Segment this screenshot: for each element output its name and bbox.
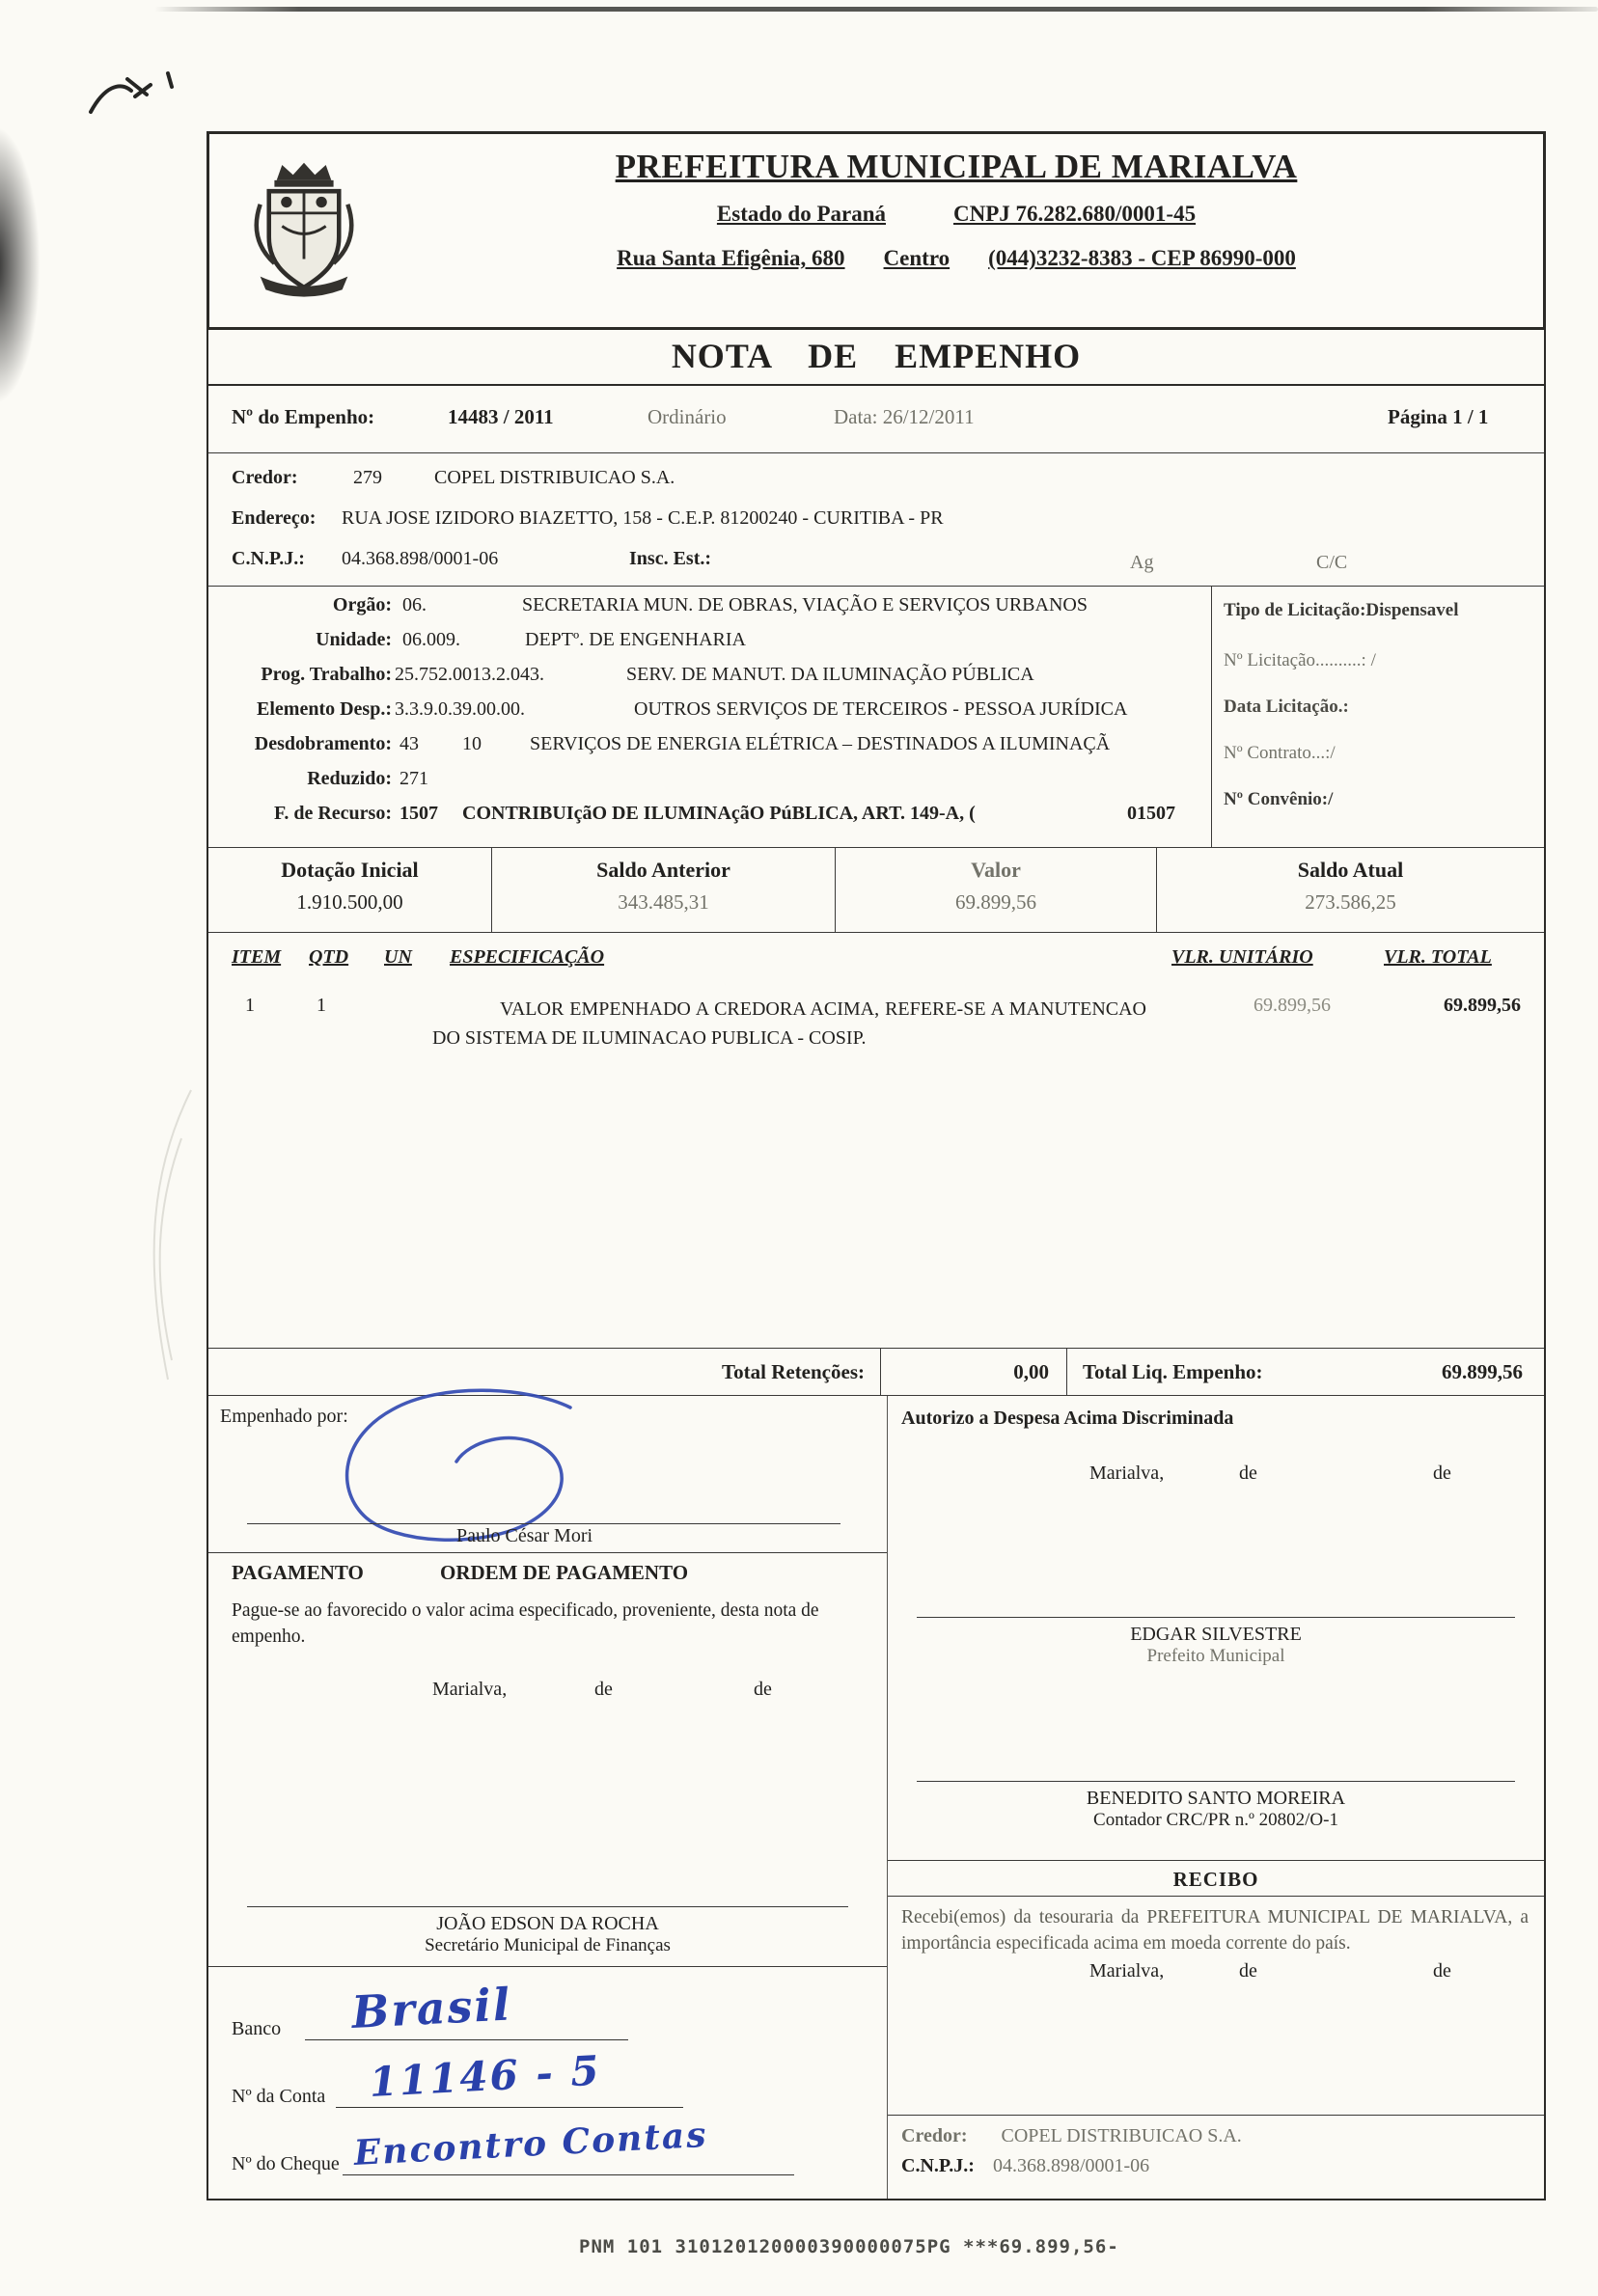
de-label: de [1433, 1960, 1451, 1982]
pagamento-section [208, 1552, 887, 1723]
agreement-number: Nº Convênio:/ [1224, 789, 1334, 809]
recibo-cnpj-row [901, 2155, 1530, 2177]
licitacao-number: Nº Licitação..........: / [1224, 650, 1376, 670]
secretario-signature-block [208, 1906, 887, 1966]
total-liquido-cell [1067, 1360, 1544, 1384]
empenho-type: Ordinário [647, 405, 727, 428]
marialva-crest-icon [238, 158, 370, 303]
header-text [399, 134, 1543, 327]
account-label: C/C [1316, 552, 1348, 573]
unidade-row [208, 629, 1211, 664]
recibo-header: RECIBO [888, 1860, 1544, 1897]
state-label: Estado do Paraná [716, 202, 886, 226]
prog-trabalho-row [208, 664, 1211, 698]
col-especificacao-header: ESPECIFICAÇÃO [450, 946, 605, 968]
orgao-description: SECRETARIA MUN. DE OBRAS, VIAÇÃO E SERVIÇOS URBANOS [522, 594, 1088, 615]
page-indicator: Página 1 / 1 [1388, 405, 1489, 428]
fonte-recurso-description: CONTRIBUIçãO DE ILUMINAçãO PúBLICA, ART. 149-A, ( [462, 803, 976, 824]
col-item-header: ITEM [232, 946, 282, 968]
dotacao-inicial-header: Dotação Inicial [281, 858, 419, 882]
valor-header: Valor [971, 858, 1021, 882]
desdobramento-code: 43 [400, 733, 419, 754]
saldo-atual-header: Saldo Atual [1297, 858, 1404, 882]
pagamento-date-line [208, 1679, 887, 1709]
elemento-despesa-label: Elemento Desp.: [257, 698, 392, 720]
empenhado-por-name: Paulo César Mori [455, 1525, 593, 1546]
creditor-address-label: Endereço: [232, 507, 317, 529]
contador-title: Contador CRC/PR n.º 20802/O-1 [1093, 1810, 1338, 1830]
nota-de-empenho-document [207, 131, 1546, 2200]
city-label: Marialva, [432, 1679, 508, 1700]
unidade-label: Unidade: [316, 629, 392, 650]
budget-balances-row [208, 848, 1544, 933]
saldo-anterior-cell [492, 848, 836, 932]
bank-label: Banco [232, 2018, 282, 2039]
item-total-value: 69.899,56 [1444, 995, 1521, 1016]
document-title-banner: NOTA DE EMPENHO [207, 330, 1546, 386]
bank-name-row [208, 1978, 887, 2050]
pen-scribble-mark [83, 68, 208, 137]
orgao-code: 06. [402, 594, 427, 615]
state-registration-label: Insc. Est.: [629, 548, 712, 569]
city-label: Marialva, [1089, 1462, 1165, 1484]
phone-cep: (044)3232-8383 - CEP 86990-000 [988, 246, 1296, 270]
recibo-creditor-name: COPEL DISTRIBUICAO S.A. [1001, 2125, 1242, 2146]
de-label: de [1239, 1960, 1257, 1982]
reduzido-label: Reduzido: [307, 768, 392, 789]
signatures-left-column [208, 1396, 888, 2199]
fonte-recurso-row [208, 803, 1211, 837]
bank-handwritten-value: Brasil [350, 1978, 513, 2038]
valor-cell [836, 848, 1157, 932]
prefeito-name: EDGAR SILVESTRE [1130, 1624, 1302, 1645]
saldo-atual-cell [1157, 848, 1544, 932]
cheque-number-row [208, 2114, 887, 2185]
prog-trabalho-description: SERV. DE MANUT. DA ILUMINAÇÃO PÚBLICA [626, 664, 1034, 685]
elemento-despesa-description: OUTROS SERVIÇOS DE TERCEIROS - PESSOA JURÍDICA [634, 698, 1128, 720]
creditor-block [208, 453, 1544, 587]
dotacao-inicial-cell [208, 848, 492, 932]
empenhado-por-label: Empenhado por: [220, 1406, 348, 1427]
district: Centro [883, 246, 951, 270]
paper-fold-mark [124, 1080, 210, 1395]
reduzido-code: 271 [400, 768, 428, 789]
authorization-statement: Autorizo a Despesa Acima Discriminada [901, 1408, 1234, 1429]
item-qty: 1 [317, 995, 326, 1016]
cheque-label: Nº do Cheque [232, 2153, 340, 2174]
item-description: VALOR EMPENHADO A CREDORA ACIMA, REFERE-SE A MANUTENCAO DO SISTEMA DE ILUMINACAO PUBLICA - COSIP. [432, 998, 1146, 1049]
empenhado-por-box [208, 1396, 887, 1552]
prog-trabalho-label: Prog. Trabalho: [261, 664, 392, 685]
municipality-title: PREFEITURA MUNICIPAL DE MARIALVA [615, 148, 1298, 185]
creditor-label: Credor: [232, 467, 298, 488]
licitacao-type: Tipo de Licitação:Dispensavel [1224, 600, 1459, 620]
pagamento-text: Pague-se ao favorecido o valor acima especificado, proveniente, desta nota de empenho. [232, 1600, 819, 1647]
desdobramento-row [208, 733, 1211, 768]
recibo-cnpj-label: C.N.P.J.: [901, 2155, 975, 2176]
item-number: 1 [245, 995, 255, 1016]
recibo-date-line [888, 1960, 1544, 1991]
col-qtd-header: QTD [309, 946, 349, 968]
document-header [207, 131, 1546, 330]
recibo-creditor-row [901, 2125, 1530, 2147]
items-table [208, 933, 1544, 1348]
pagamento-header [208, 1553, 887, 1590]
cheque-fill-line [343, 2174, 794, 2175]
fonte-recurso-code: 1507 [400, 803, 438, 824]
agency-label: Ag [1130, 552, 1154, 573]
prog-trabalho-code: 25.752.0013.2.043. [395, 664, 544, 685]
pagamento-title: PAGAMENTO [232, 1561, 364, 1584]
reduzido-row [208, 768, 1211, 803]
col-vlr-unitario-header: VLR. UNITÁRIO [1171, 946, 1313, 968]
signature-line [247, 1906, 848, 1907]
empenho-date: Data: 26/12/2011 [834, 405, 975, 428]
account-label: Nº da Conta [232, 2086, 326, 2107]
saldo-atual-value: 273.586,25 [1305, 890, 1396, 914]
licitacao-date: Data Licitação.: [1224, 697, 1349, 717]
coat-of-arms-logo [209, 134, 399, 327]
dotacao-inicial-value: 1.910.500,00 [296, 890, 403, 914]
recibo-text: Recebi(emos) da tesouraria da PREFEITURA MUNICIPAL DE MARIALVA, a importância especificada acima em moeda corrente do país. [901, 1907, 1529, 1954]
account-number-row [208, 2046, 887, 2118]
creditor-cnpj-label: C.N.P.J.: [232, 548, 305, 569]
header-line-3 [399, 246, 1514, 271]
scan-edge-shadow [154, 7, 1598, 12]
account-fill-line [336, 2107, 683, 2108]
recibo-creditor-label: Credor: [901, 2125, 968, 2146]
prefeito-signature-block [888, 1617, 1544, 1667]
document-body [207, 386, 1546, 2200]
city-label: Marialva, [1089, 1960, 1165, 1982]
street-address: Rua Santa Efigênia, 680 [617, 246, 845, 270]
total-retencoes-value: 0,00 [881, 1349, 1067, 1395]
unidade-code: 06.009. [402, 629, 460, 650]
de-label: de [754, 1679, 772, 1700]
ordem-pagamento-title: ORDEM DE PAGAMENTO [440, 1561, 689, 1584]
saldo-anterior-value: 343.485,31 [618, 890, 709, 914]
signatures-right-column [888, 1396, 1544, 2199]
de-label: de [594, 1679, 613, 1700]
authorization-date-line [888, 1462, 1544, 1493]
signature-line [917, 1617, 1515, 1618]
prefeito-title: Prefeito Municipal [1146, 1646, 1285, 1666]
desdobramento-label: Desdobramento: [254, 733, 392, 754]
left-column-spacer [208, 1723, 887, 1906]
creditor-address: RUA JOSE IZIDORO BIAZETTO, 158 - C.E.P. 81200240 - CURITIBA - PR [342, 507, 944, 529]
header-line-2 [399, 202, 1514, 227]
elemento-despesa-row [208, 698, 1211, 733]
de-label: de [1433, 1462, 1451, 1484]
item-unit-value: 69.899,56 [1254, 995, 1331, 1016]
total-liquido-label: Total Liq. Empenho: [1083, 1359, 1263, 1383]
dot-matrix-footer-code: PNM 101 310120120000390000075PG ***69.899,56- [579, 2236, 1119, 2257]
contador-signature-block [888, 1781, 1544, 1831]
saldo-anterior-header: Saldo Anterior [596, 858, 730, 882]
de-label: de [1239, 1462, 1257, 1484]
unidade-description: DEPTº. DE ENGENHARIA [525, 629, 746, 650]
licitacao-column [1211, 587, 1544, 847]
col-vlr-total-header: VLR. TOTAL [1384, 946, 1492, 968]
valor-value: 69.899,56 [955, 890, 1036, 914]
cheque-handwritten-value: Encontro Contas [352, 2114, 709, 2173]
empenho-number-value: 14483 / 2011 [448, 405, 554, 428]
total-retencoes-label: Total Retenções: [208, 1349, 881, 1395]
recibo-cnpj-value: 04.368.898/0001-06 [992, 2155, 1150, 2176]
creditor-name: COPEL DISTRIBUICAO S.A. [434, 467, 675, 488]
desdobramento-description: SERVIÇOS DE ENERGIA ELÉTRICA – DESTINADOS A ILUMINAÇÃ [530, 733, 1111, 754]
empenho-number-label: Nº do Empenho: [232, 405, 375, 428]
elemento-despesa-code: 3.3.9.0.39.00.00. [395, 698, 525, 720]
bank-details-block [208, 1966, 887, 2199]
orgao-row [208, 594, 1211, 629]
account-handwritten-value: 11146 - 5 [368, 2046, 602, 2106]
signatures-area [208, 1396, 1544, 2199]
signature-line [917, 1781, 1515, 1782]
orgao-label: Orgão: [332, 594, 392, 615]
desdobramento-subcode: 10 [462, 733, 482, 754]
fonte-recurso-code2: 01507 [1127, 803, 1175, 824]
scan-corner-shadow [0, 125, 41, 405]
recibo-creditor-box [888, 2115, 1544, 2199]
fonte-recurso-label: F. de Recurso: [273, 803, 392, 824]
signature-line [247, 1523, 840, 1524]
classification-rows [208, 587, 1211, 847]
contract-number: Nº Contrato...:/ [1224, 743, 1336, 763]
empenho-number-row [208, 386, 1544, 453]
header-cnpj: CNPJ 76.282.680/0001-45 [953, 202, 1197, 226]
col-un-header: UN [384, 946, 412, 968]
creditor-code: 279 [353, 467, 382, 488]
creditor-cnpj: 04.368.898/0001-06 [342, 548, 499, 569]
secretario-title: Secretário Municipal de Finanças [425, 1935, 671, 1955]
budget-classification-block [208, 587, 1544, 848]
secretario-name: JOÃO EDSON DA ROCHA [436, 1913, 659, 1934]
bank-fill-line [305, 2039, 628, 2040]
total-liquido-value: 69.899,56 [1442, 1359, 1523, 1383]
contador-name: BENEDITO SANTO MOREIRA [1086, 1788, 1346, 1809]
